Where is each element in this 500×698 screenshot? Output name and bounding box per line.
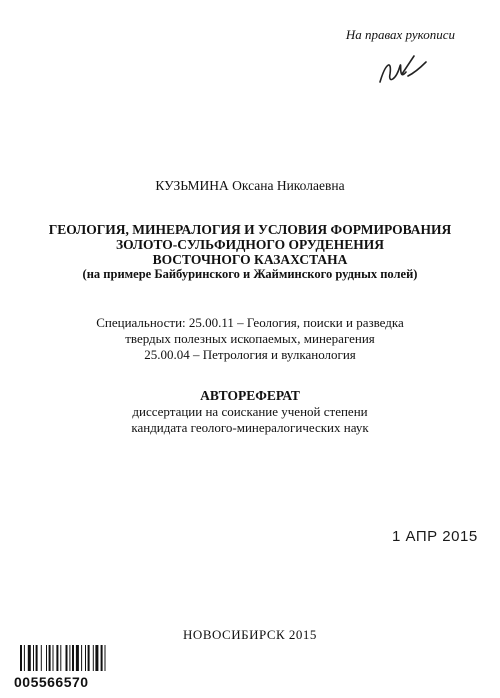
barcode-bar: [88, 645, 90, 671]
specialty-line: 25.00.04 – Петрология и вулканология: [144, 347, 356, 362]
abstract-block: [0, 388, 500, 436]
thesis-title: [0, 222, 500, 282]
barcode-bar: [28, 645, 31, 671]
title-line: ГЕОЛОГИЯ, МИНЕРАЛОГИЯ И УСЛОВИЯ ФОРМИРОВАНИЯ: [48, 222, 452, 237]
barcode-bar: [93, 645, 94, 671]
barcode-bar: [81, 645, 82, 671]
author-name: КУЗЬМИНА Оксана Николаевна: [155, 178, 345, 193]
barcode-bar: [20, 645, 22, 671]
barcode-bar: [56, 645, 58, 671]
barcode-bar: [72, 645, 74, 671]
barcode-bar: [33, 645, 34, 671]
barcode: [20, 645, 130, 671]
barcode-bar: [76, 645, 79, 671]
title-line: ЗОЛОТО-СУЛЬФИДНОГО ОРУДЕНЕНИЯ: [115, 237, 385, 252]
title-line: ВОСТОЧНОГО КАЗАХСТАНА: [152, 252, 348, 267]
barcode-bar: [24, 645, 25, 671]
specialty-line: твердых полезных ископаемых, минерагения: [125, 331, 375, 346]
abstract-line: диссертации на соискание ученой степени: [132, 404, 368, 419]
specialties: [0, 315, 500, 363]
manuscript-note: На правах рукописи: [345, 27, 455, 42]
barcode-bar: [46, 645, 47, 671]
barcode-bar: [101, 645, 103, 671]
barcode-bar: [66, 645, 68, 671]
abstract-heading: АВТОРЕФЕРАТ: [200, 388, 300, 403]
thesis-subtitle: (на примере Байбуринского и Жайминского рудных полей): [82, 267, 418, 281]
barcode-bar: [105, 645, 106, 671]
barcode-bar: [53, 645, 54, 671]
barcode-number: 005566570: [14, 674, 89, 690]
barcode-bar: [85, 645, 86, 671]
barcode-bar: [36, 645, 38, 671]
abstract-line: кандидата геолого-минералогических наук: [131, 420, 369, 435]
barcode-bar: [69, 645, 70, 671]
date-stamp: 1 АПР 2015: [392, 528, 478, 545]
city-year: НОВОСИБИРСК 2015: [183, 627, 317, 642]
barcode-bar: [41, 645, 42, 671]
barcode-bar: [49, 645, 51, 671]
barcode-bar: [95, 645, 98, 671]
handwritten-signature: [372, 52, 432, 92]
specialty-line: Специальности: 25.00.11 – Геология, поиски и разведка: [96, 315, 404, 330]
barcode-bar: [60, 645, 61, 671]
